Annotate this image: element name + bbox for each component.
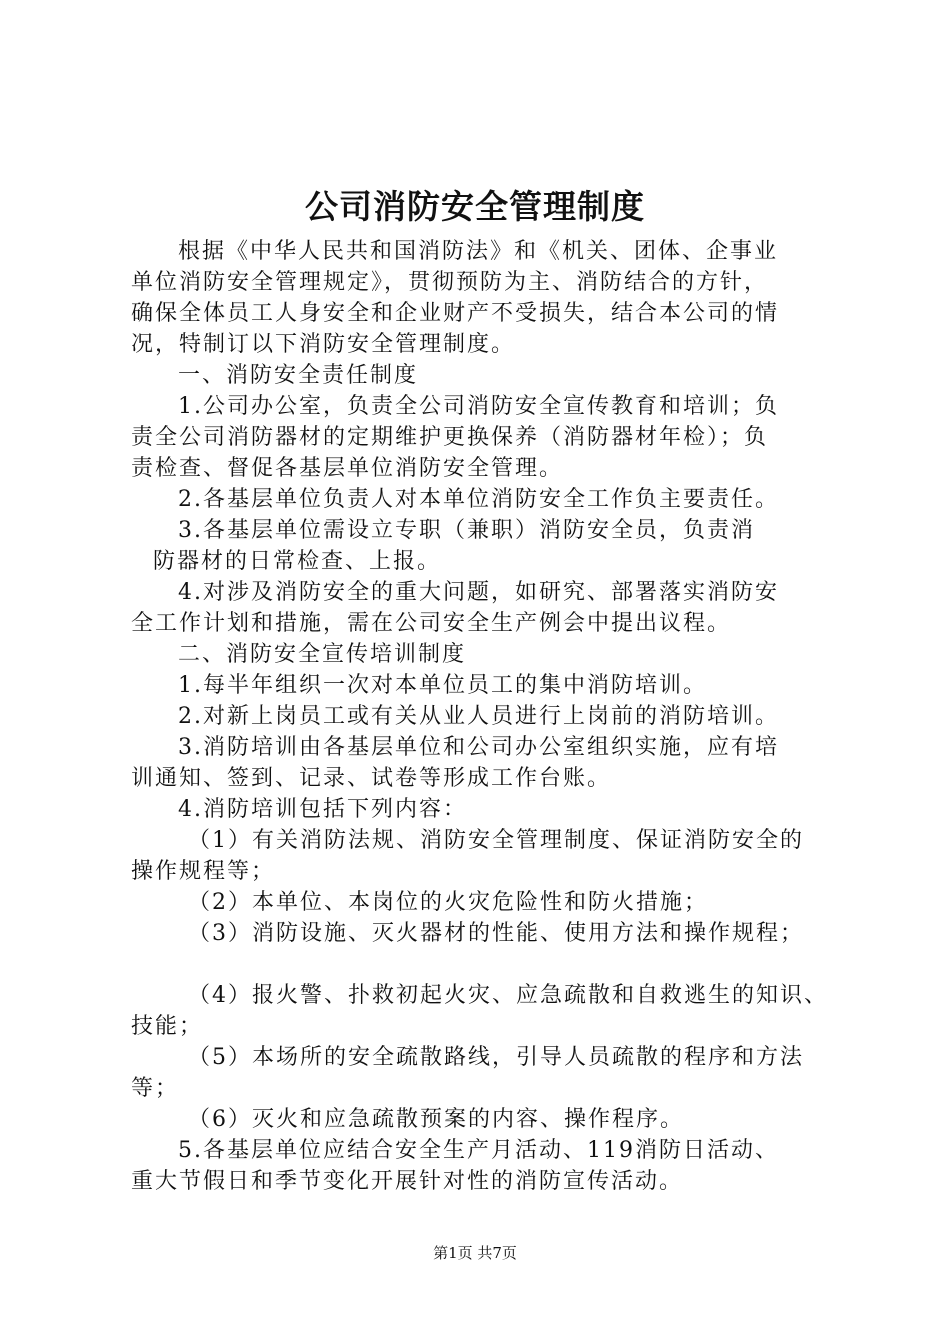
paragraph-line: 责全公司消防器材的定期维护更换保养（消防器材年检）；负 (131, 425, 769, 450)
paragraph-line: 况，特制订以下消防安全管理制度。 (131, 332, 516, 357)
paragraph-line: 重大节假日和季节变化开展针对性的消防宣传活动。 (131, 1169, 684, 1194)
paragraph-line: 等； (131, 1076, 180, 1101)
paragraph-line: 确保全体员工人身安全和企业财产不受损失，结合本公司的情 (131, 301, 780, 326)
paragraph-line: 4.对涉及消防安全的重大问题，如研究、部署落实消防安 (178, 580, 779, 605)
section-heading: 二、消防安全宣传培训制度 (178, 642, 467, 667)
page-footer: 第1页 共7页 (433, 1244, 517, 1262)
paragraph-line: 1.每半年组织一次对本单位员工的集中消防培训。 (178, 673, 707, 698)
page-title: 公司消防安全管理制度 (305, 187, 645, 226)
section-heading: 一、消防安全责任制度 (178, 363, 419, 388)
document-body (131, 236, 851, 1197)
paragraph-line: 3.消防培训由各基层单位和公司办公室组织实施，应有培 (178, 735, 779, 760)
paragraph-line: 全工作计划和措施，需在公司安全生产例会中提出议程。 (131, 611, 732, 636)
blank-line (131, 949, 851, 980)
paragraph-line: 训通知、签到、记录、试卷等形成工作台账。 (131, 766, 612, 791)
paragraph-line: 技能； (131, 1014, 204, 1039)
paragraph-line: （2）本单位、本岗位的火灾危险性和防火措施； (188, 890, 708, 915)
paragraph-line: 5.各基层单位应结合安全生产月活动、119消防日活动、 (178, 1138, 779, 1163)
paragraph-line: 单位消防安全管理规定》，贯彻预防为主、消防结合的方针， (131, 270, 769, 295)
paragraph-line: 3.各基层单位需设立专职（兼职）消防安全员，负责消 (178, 518, 755, 543)
paragraph-line: 2.各基层单位负责人对本单位消防安全工作负主要责任。 (178, 487, 779, 512)
paragraph-line: （6）灭火和应急疏散预案的内容、操作程序。 (188, 1107, 684, 1132)
paragraph-line: 责检查、督促各基层单位消防安全管理。 (131, 456, 564, 481)
paragraph-line: 防器材的日常检查、上报。 (153, 549, 442, 574)
paragraph-line: （4）报火警、扑救初起火灾、应急疏散和自救逃生的知识、 (188, 983, 828, 1008)
paragraph-line: 4.消防培训包括下列内容： (178, 797, 467, 822)
paragraph-line: 操作规程等； (131, 859, 276, 884)
paragraph-line: 1.公司办公室，负责全公司消防安全宣传教育和培训；负 (178, 394, 779, 419)
paragraph-line: 根据《中华人民共和国消防法》和《机关、团体、企事业 (178, 239, 779, 264)
paragraph-line: 2.对新上岗员工或有关从业人员进行上岗前的消防培训。 (178, 704, 779, 729)
paragraph-line: （3）消防设施、灭火器材的性能、使用方法和操作规程； (188, 921, 804, 946)
paragraph-line: （1）有关消防法规、消防安全管理制度、保证消防安全的 (188, 828, 804, 853)
paragraph-line: （5）本场所的安全疏散路线，引导人员疏散的程序和方法 (188, 1045, 804, 1070)
